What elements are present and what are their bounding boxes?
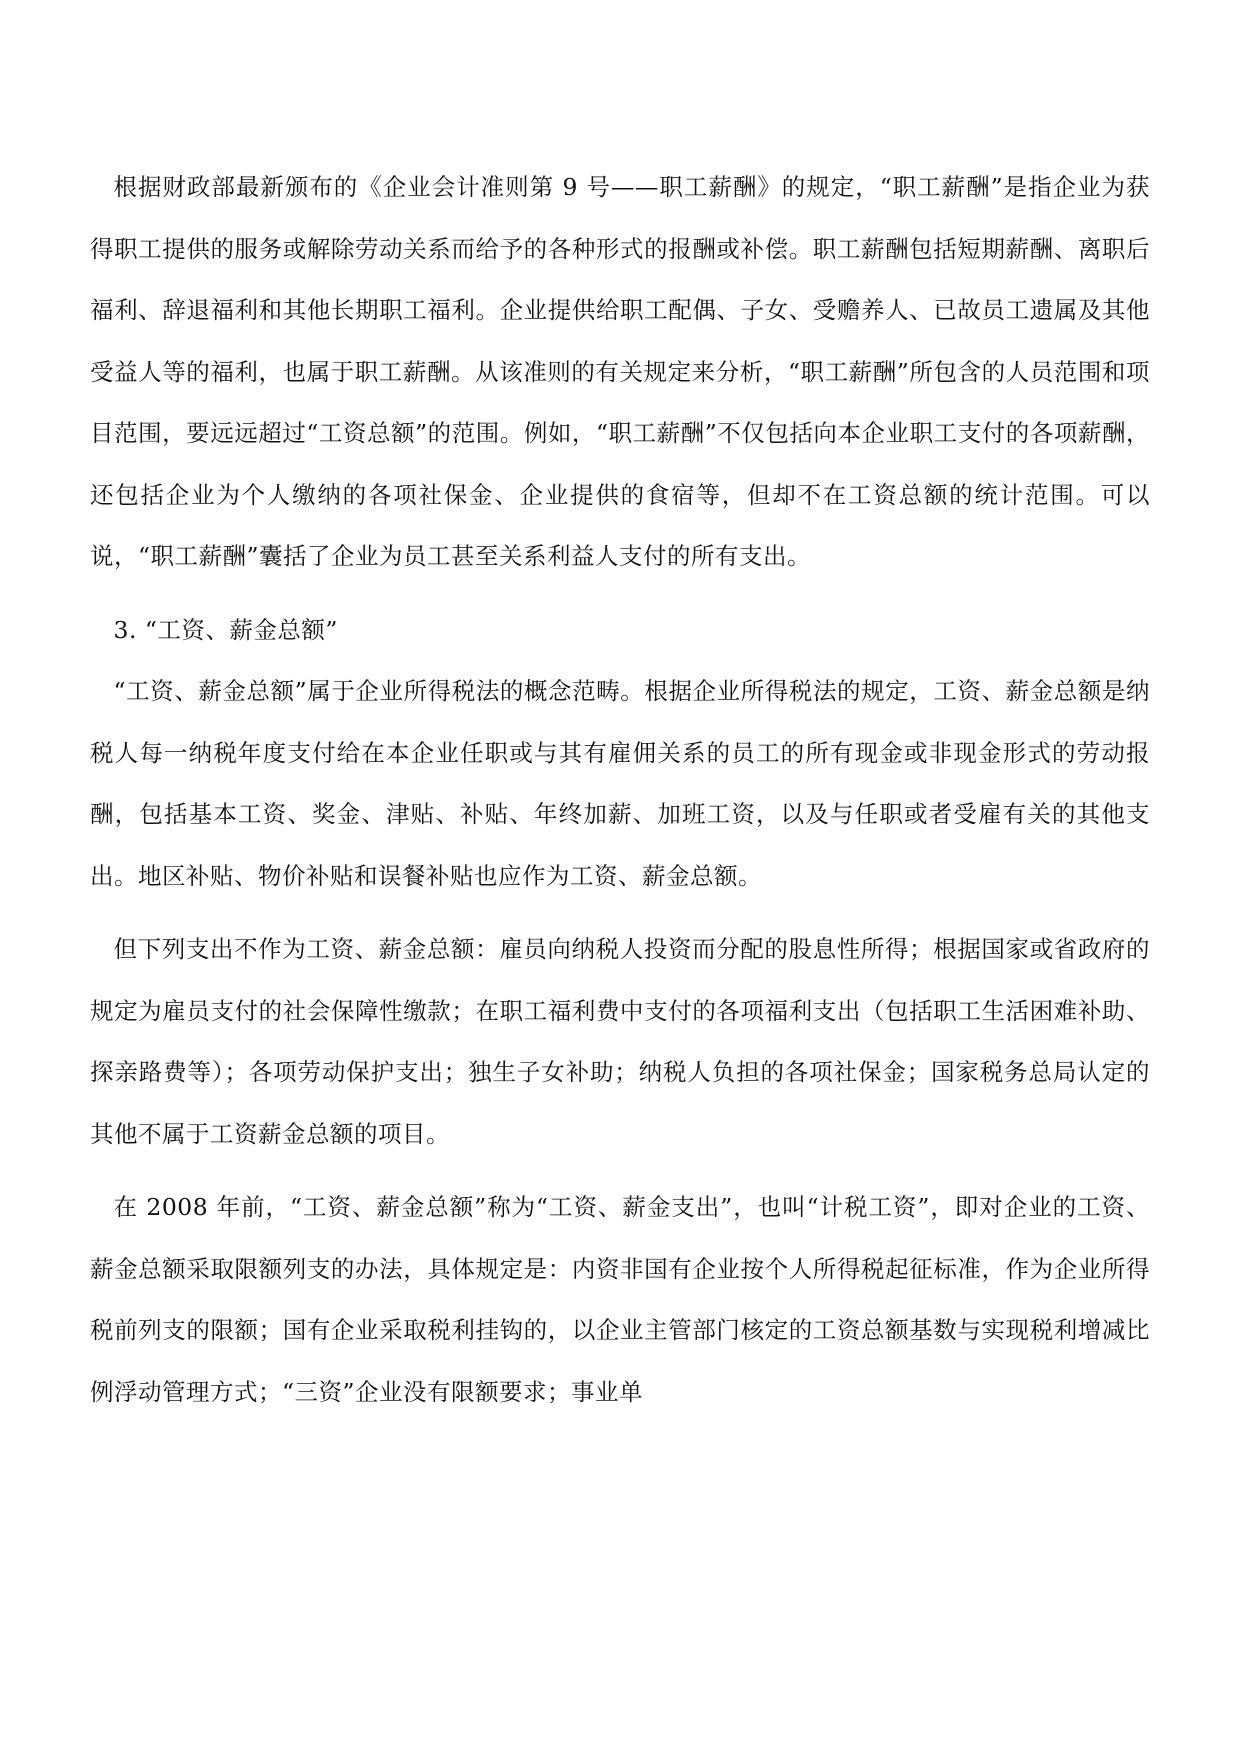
paragraph-pre-2008-rules: 在 2008 年前，“工资、薪金总额”称为“工资、薪金支出”，也叫“计税工资”，即对企业的工资、薪金总额采取限额列支的办法，具体规定是：内资非国有企业按个人所得税起征标准，作为企业所得税前列支的限额；国有企业采取税利挂钩的，以企业主管部门核定的工资总额基数与实现税利增减比例浮动管理方式；“三资”企业没有限额要求；事业单	[90, 1193, 1150, 1406]
paragraph-wage-total-definition: “工资、薪金总额”属于企业所得税法的概念范畴。根据企业所得税法的规定，工资、薪金总额是纳税人每一纳税年度支付给在本企业任职或与其有雇佣关系的员工的所有现金或非现金形式的劳动报酬，包括基本工资、奖金、津贴、补贴、年终加薪、加班工资，以及与任职或者受雇有关的其他支出。地区补贴、物价补贴和误餐补贴也应作为工资、薪金总额。	[90, 677, 1150, 890]
document-body	[90, 157, 1150, 1435]
paragraph-employee-compensation: 根据财政部最新颁布的《企业会计准则第 9 号——职工薪酬》的规定，“职工薪酬”是指企业为获得职工提供的服务或解除劳动关系而给予的各种形式的报酬或补偿。职工薪酬包括短期薪酬、离职后福利、辞退福利和其他长期职工福利。企业提供给职工配偶、子女、受赡养人、已故员工遗属及其他受益人等的福利，也属于职工薪酬。从该准则的有关规定来分析，“职工薪酬”所包含的人员范围和项目范围，要远远超过“工资总额”的范围。例如，“职工薪酬”不仅包括向本企业职工支付的各项薪酬，还包括企业为个人缴纳的各项社保金、企业提供的食宿等，但却不在工资总额的统计范围。可以说，“职工薪酬”囊括了企业为员工甚至关系利益人支付的所有支出。	[90, 173, 1150, 570]
paragraph-excluded-expenses: 但下列支出不作为工资、薪金总额：雇员向纳税人投资而分配的股息性所得；根据国家或省政府的规定为雇员支付的社会保障性缴款；在职工福利费中支付的各项福利支出（包括职工生活困难补助、探亲路费等）；各项劳动保护支出；独生子女补助；纳税人负担的各项社保金；国家税务总局认定的其他不属于工资薪金总额的项目。	[90, 935, 1150, 1148]
section-heading-wage-total: 3. “工资、薪金总额”	[113, 615, 338, 644]
